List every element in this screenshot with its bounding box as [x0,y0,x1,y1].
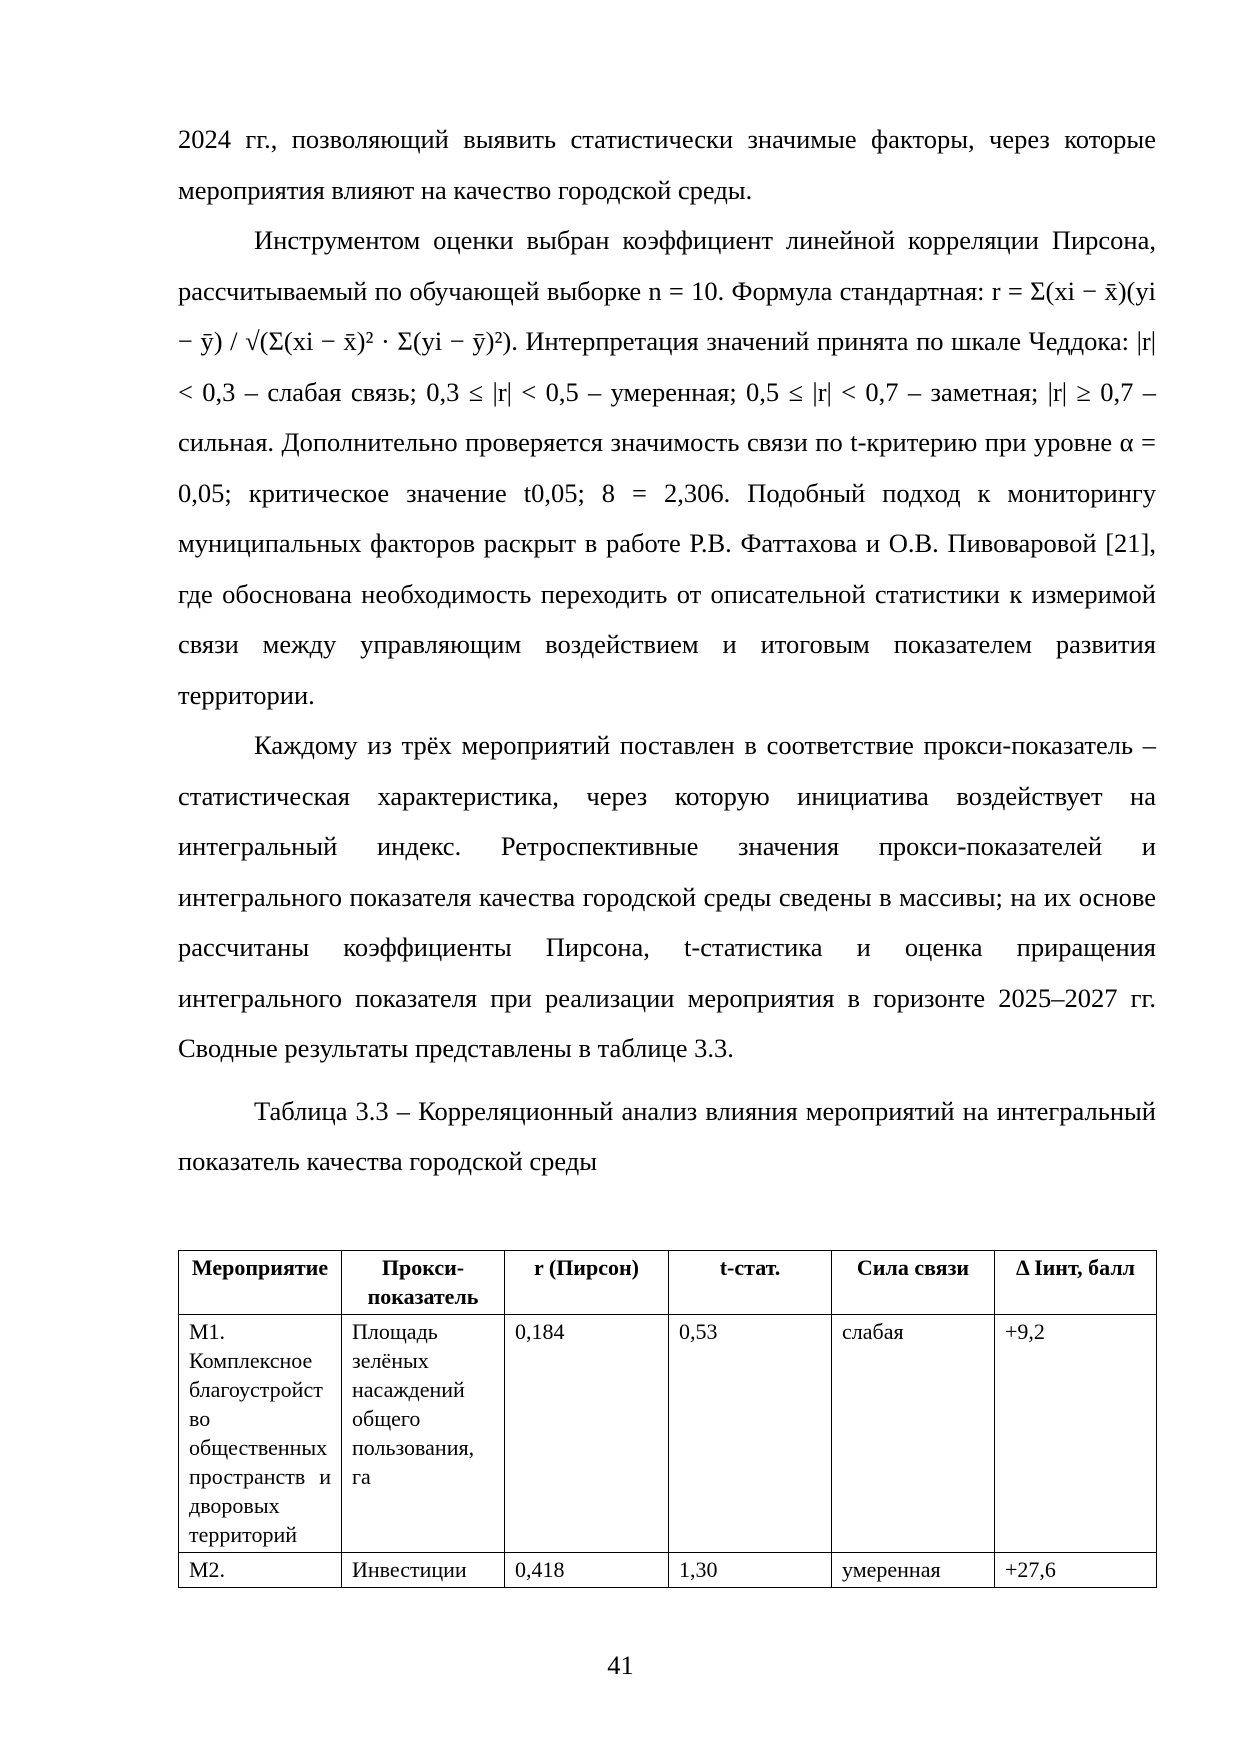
cell-delta-index: +27,6 [995,1553,1157,1588]
cell-t-stat: 0,53 [669,1315,832,1553]
cell-delta-index: +9,2 [995,1315,1157,1553]
correlation-table [178,1250,1157,1588]
table-caption: Таблица 3.3 – Корреляционный анализ влияния мероприятий на интегральный показатель качества городской среды [178,1095,1156,1176]
cell-measure: М1. Комплексное благоустройство общественных пространств и дворовых территорий [179,1315,342,1553]
header-measure: Мероприятие [179,1251,342,1315]
paragraph-continuation: 2024 гг., позволяющий выявить статистически значимые факторы, через которые мероприятия влияют на качество городской среды. [178,124,1156,205]
cell-proxy-indicator: Инвестиции [342,1553,505,1588]
header-proxy-indicator: Прокси-показатель [342,1251,505,1315]
cell-proxy-indicator: Площадь зелёных насаждений общего пользования, га [342,1315,505,1553]
cell-strength: умеренная [832,1553,995,1588]
cell-pearson-r: 0,418 [505,1553,669,1588]
header-pearson-r: r (Пирсон) [505,1251,669,1315]
cell-pearson-r: 0,184 [505,1315,669,1553]
table-row [179,1553,1157,1588]
header-delta-index: Δ Iинт, балл [995,1251,1157,1315]
cell-t-stat: 1,30 [669,1553,832,1588]
header-strength: Сила связи [832,1251,995,1315]
body-text [178,114,1156,1187]
cell-strength: слабая [832,1315,995,1553]
paragraph-proxy-indicators: Каждому из трёх мероприятий поставлен в соответствие прокси-показатель – статистическая характеристика, через которую инициатива воздействует на интегральный индекс. Ретроспективные значения прокси-показателей и интегрального показателя качества городской среды сведены в массивы; на их основе рассчитаны коэффициенты Пирсона, t-статистика и оценка приращения интегрального показателя при реализации мероприятия в горизонте 2025–2027 гг. Сводные результаты представлены в таблице 3.3. [178,730,1156,1063]
page-number: 41 [607,1650,634,1680]
header-t-stat: t-стат. [669,1251,832,1315]
table-header-row [179,1251,1157,1315]
table-row [179,1315,1157,1553]
cell-measure: М2. [179,1553,342,1588]
paragraph-pearson-method: Инструментом оценки выбран коэффициент линейной корреляции Пирсона, рассчитываемый по обучающей выборке n = 10. Формула стандартная: r = Σ(xi − x̄)(yi − ȳ) / √(Σ(xi − x̄)² · Σ(yi − ȳ)²). Интерпретация значений принята по шкале Чеддока: |r| < 0,3 – слабая связь; 0,3 ≤ |r| < 0,5 – умеренная; 0,5 ≤ |r| < 0,7 – заметная; |r| ≥ 0,7 – сильная. Дополнительно проверяется значимость связи по t-критерию при уровне α = 0,05; критическое значение t0,05; 8 = 2,306. Подобный подход к мониторингу муниципальных факторов раскрыт в работе Р.В. Фаттахова и О.В. Пивоваровой [21], где обоснована необходимость переходить от описательной статистики к измеримой связи между управляющим воздействием и итоговым показателем развития территории. [178,225,1156,710]
